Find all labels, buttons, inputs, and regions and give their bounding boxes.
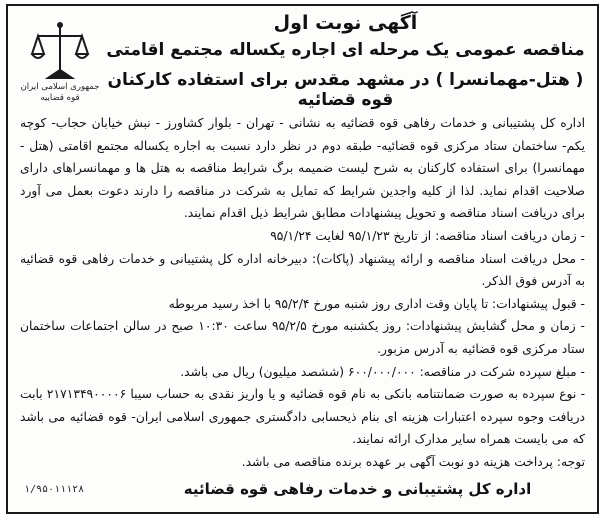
notice-body — [20, 112, 585, 474]
reference-number: ۱/۹۵۰۱۱۱۲۸ — [24, 484, 85, 495]
documents-time-item: - زمان دریافت اسناد مناقصه: از تاریخ ۹۵/۱/۲۳ لغایت ۹۵/۱/۲۴ — [270, 228, 585, 243]
notice-subtitle-1: مناقصه عمومی یک مرحله ای اجاره یکساله مجتمع اقامتی — [106, 40, 585, 60]
notice-title: آگهی نوبت اول — [273, 12, 418, 34]
opening-time-item: - زمان و محل گشایش پیشنهادات: روز یکشنبه مورخ ۹۵/۲/۵ ساعت ۱۰:۳۰ صبح در سالن اجتماعات ساختمان ستاد مرکزی قوه قضائیه به آدرس مزبور. — [20, 319, 585, 356]
scales-of-justice-icon — [30, 20, 90, 82]
proposal-deadline-item: - قبول پیشنهادات: تا پایان وقت اداری روز شنبه مورخ ۹۵/۲/۴ با اخذ رسید مربوطه — [168, 296, 585, 311]
deposit-amount-item: - مبلغ سپرده شرکت در مناقصه: ۶۰۰/۰۰۰/۰۰۰ (ششصد میلیون) ریال می باشد. — [180, 364, 585, 379]
emblem-sub-label: قوه قضاییه — [40, 93, 80, 103]
notice-subtitle-2: ( هتل-مهمانسرا ) در مشهد مقدس برای استفاده کارکنان قوه قضائیه — [107, 70, 584, 110]
deposit-type-item: - نوع سپرده به صورت ضمانتنامه بانکی به نام قوه قضائیه و یا واریز نقدی به حساب سیبا ۲۱۷۱۳۴۹۰۰۰۰۶ بابت دریافت وجوه سپرده اعتبارات هزینه ای بنام ذیحسابی دادگستری جمهوری اسلامی ایران- قوه قضائیه می باشد که می بایست همراه سایر مدارک ارائه نمایند. — [20, 387, 585, 447]
emblem-org-label: جمهوری اسلامی ایران — [20, 82, 100, 92]
documents-place-item: - محل دریافت اسناد مناقصه و ارائه پیشنهاد (پاکات): دبیرخانه اداره کل پشتیبانی و خدمات رفاهی قوه قضائیه به آدرس فوق الذکر. — [20, 251, 585, 289]
issuer-signature: اداره کل پشتیبانی و خدمات رفاهی قوه قضائیه — [183, 480, 532, 498]
intro-paragraph: اداره کل پشتیبانی و خدمات رفاهی قوه قضائیه به نشانی - تهران - بلوار کشاورز - نبش خیابان حجاب- کوچه یکم- ساختمان ستاد مرکزی قوه قضائیه- طبقه دوم در نظر دارد نسبت به اجاره یکساله مجتمع اقامتی (هتل - مهمانسرا) برای استفاده کارکنان به شرح لیست ضمیمه برگ شرایط مناقصه به هتل ها و مهمانسراهای دارای صلاحیت اقدام نماید. لذا از کلیه واجدین شرایط که تمایل به شرکت در مناقصه را دارند دعوت بعمل می آورد برای دریافت اسناد مناقصه و تحویل پیشنهادات مطابق شرایط ذیل اقدام نمایند. — [20, 116, 585, 221]
notice-frame — [6, 4, 599, 514]
judiciary-emblem — [20, 20, 100, 110]
note-paragraph: توجه: پرداخت هزینه دو نوبت آگهی بر عهده برنده مناقصه می باشد. — [241, 454, 585, 469]
notice-footer — [18, 474, 587, 508]
